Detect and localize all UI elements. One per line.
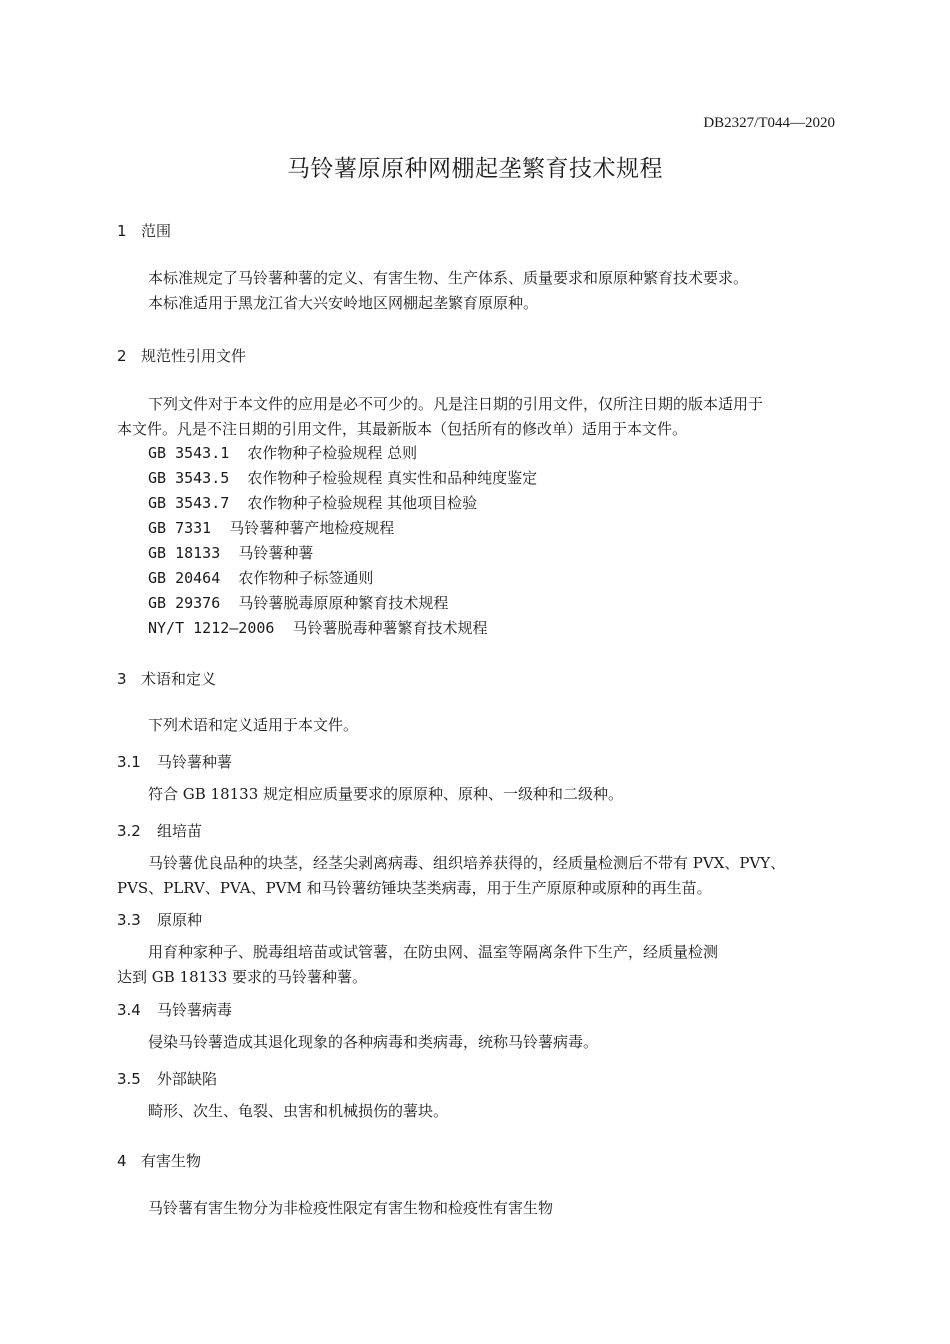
reference-code: GB 18133 — [148, 544, 221, 562]
subsection-heading — [117, 751, 232, 772]
paragraph: 本标准规定了马铃薯种薯的定义、有害生物、生产体系、质量要求和原原种繁育技术要求。 — [148, 269, 749, 287]
reference-title: 农作物种子检验规程 其他项目检验 — [247, 494, 478, 512]
paragraph: 下列文件对于本文件的应用是必不可少的。凡是注日期的引用文件，仅所注日期的版本适用于 — [148, 395, 764, 413]
subsection-number: 3.5 — [117, 1070, 141, 1088]
paragraph: 本标准适用于黑龙江省大兴安岭地区网棚起垄繁育原原种。 — [148, 294, 539, 312]
paragraph: 用育种家种子、脱毒组培苗或试管薯，在防虫网、温室等隔离条件下生产，经质量检测 — [148, 943, 719, 961]
subsection-title: 马铃薯种薯 — [157, 753, 233, 771]
subsection-title: 马铃薯病毒 — [157, 1001, 233, 1019]
reference-title: 农作物种子标签通则 — [238, 569, 374, 587]
paragraph: 侵染马铃薯造成其退化现象的各种病毒和类病毒，统称马铃薯病毒。 — [148, 1033, 599, 1051]
section-number: 3 — [117, 670, 127, 688]
subsection-heading — [117, 909, 202, 930]
reference-code: NY/T 1212—2006 — [148, 619, 275, 637]
paragraph: 符合 GB 18133 规定相应质量要求的原原种、原种、一级种和二级种。 — [148, 785, 624, 803]
section-title: 规范性引用文件 — [141, 347, 247, 365]
paragraph: 马铃薯优良品种的块茎，经茎尖剥离病毒、组织培养获得的，经质量检测后不带有 PVX、PVY、 — [148, 854, 786, 872]
reference-code: GB 29376 — [148, 594, 221, 612]
section-3-heading — [117, 668, 216, 689]
paragraph: 畸形、次生、龟裂、虫害和机械损伤的薯块。 — [148, 1102, 449, 1120]
document-title: 马铃薯原原种网棚起垄繁育技术规程 — [287, 156, 663, 182]
subsection-number: 3.3 — [117, 911, 141, 929]
section-title: 术语和定义 — [141, 670, 217, 688]
reference-item — [148, 542, 313, 563]
reference-title: 马铃薯脱毒原原种繁育技术规程 — [238, 594, 449, 612]
section-title: 有害生物 — [141, 1152, 202, 1170]
reference-item — [148, 442, 417, 463]
reference-title: 马铃薯种薯 — [238, 544, 314, 562]
subsection-heading — [117, 1068, 217, 1089]
section-1-heading — [117, 220, 171, 241]
paragraph: PVS、PLRV、PVA、PVM 和马铃薯纺锤块茎类病毒，用于生产原原种或原种的再生苗。 — [117, 879, 712, 897]
reference-title: 农作物种子检验规程 真实性和品种纯度鉴定 — [247, 469, 538, 487]
reference-title: 马铃薯脱毒种薯繁育技术规程 — [292, 619, 488, 637]
subsection-title: 原原种 — [157, 911, 203, 929]
subsection-number: 3.1 — [117, 753, 141, 771]
section-2-heading — [117, 345, 246, 366]
reference-item — [148, 567, 373, 588]
subsection-title: 组培苗 — [157, 822, 203, 840]
paragraph: 达到 GB 18133 要求的马铃薯种薯。 — [117, 968, 368, 986]
section-4-heading — [117, 1150, 201, 1171]
subsection-number: 3.4 — [117, 1001, 141, 1019]
paragraph: 下列术语和定义适用于本文件。 — [148, 716, 359, 734]
reference-item — [148, 617, 488, 638]
section-title: 范围 — [141, 222, 172, 240]
reference-code: GB 20464 — [148, 569, 221, 587]
reference-code: GB 3543.5 — [148, 469, 230, 487]
reference-item — [148, 492, 477, 513]
paragraph: 马铃薯有害生物分为非检疫性限定有害生物和检疫性有害生物 — [148, 1199, 554, 1217]
reference-code: GB 3543.1 — [148, 444, 230, 462]
paragraph: 本文件。凡是不注日期的引用文件，其最新版本（包括所有的修改单）适用于本文件。 — [117, 420, 688, 438]
reference-title: 农作物种子检验规程 总则 — [247, 444, 418, 462]
document-code: DB2327/T044—2020 — [703, 115, 835, 131]
reference-item — [148, 517, 394, 538]
subsection-heading — [117, 999, 232, 1020]
section-number: 2 — [117, 347, 127, 365]
reference-item — [148, 467, 537, 488]
subsection-number: 3.2 — [117, 822, 141, 840]
reference-title: 马铃薯种薯产地检疫规程 — [229, 519, 395, 537]
subsection-heading — [117, 820, 202, 841]
reference-code: GB 3543.7 — [148, 494, 230, 512]
section-number: 1 — [117, 222, 127, 240]
reference-item — [148, 592, 448, 613]
subsection-title: 外部缺陷 — [157, 1070, 218, 1088]
section-number: 4 — [117, 1152, 127, 1170]
reference-code: GB 7331 — [148, 519, 212, 537]
